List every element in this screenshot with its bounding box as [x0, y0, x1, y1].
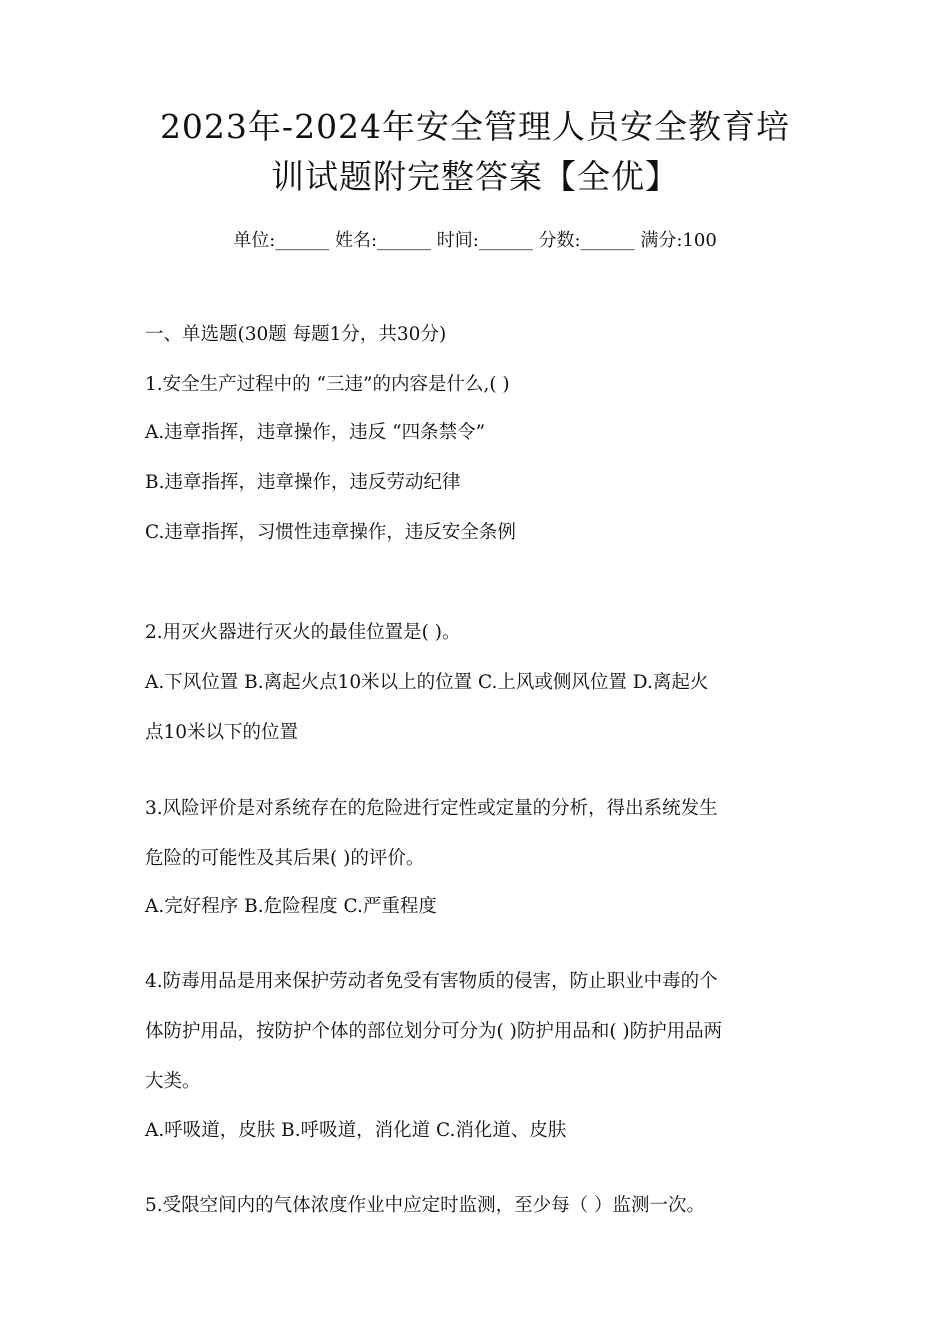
- exam-info-line: 单位:______ 姓名:______ 时间:______ 分数:______ 满分:100: [233, 230, 717, 251]
- question-stem: 4.防毒用品是用来保护劳动者免受有害物质的侵害，防止职业中毒的个: [145, 971, 718, 992]
- question-option: B.违章指挥，违章操作，违反劳动纪律: [145, 472, 461, 493]
- question-option: A.违章指挥，违章操作，违反 “四条禁令”: [145, 422, 486, 443]
- question-option: A.下风位置 B.离起火点10米以上的位置 C.上风或侧风位置 D.离起火: [145, 672, 709, 693]
- question-option: A.呼吸道，皮肤 B.呼吸道，消化道 C.消化道、皮肤: [145, 1120, 567, 1141]
- question-stem: 危险的可能性及其后果( )的评价。: [145, 848, 425, 869]
- question-stem: 体防护用品，按防护个体的部位划分可分为( )防护用品和( )防护用品两: [145, 1021, 723, 1042]
- question-stem: 5.受限空间内的气体浓度作业中应定时监测，至少每（ ）监测一次。: [145, 1195, 706, 1216]
- section-heading: 一、单选题(30题 每题1分，共30分): [145, 324, 447, 345]
- question-stem: 1.安全生产过程中的 “三违”的内容是什么,( ): [145, 374, 510, 395]
- question-option: A.完好程序 B.危险程度 C.严重程度: [145, 896, 437, 917]
- document-title-line-1: 2023年-2024年安全管理人员安全教育培: [159, 107, 791, 146]
- question-stem: 3.风险评价是对系统存在的危险进行定性或定量的分析，得出系统发生: [145, 798, 718, 819]
- question-option: 点10米以下的位置: [145, 722, 299, 743]
- question-stem: 大类。: [145, 1071, 201, 1092]
- question-stem: 2.用灭火器进行灭火的最佳位置是( )。: [145, 622, 461, 643]
- question-option: C.违章指挥，习惯性违章操作，违反安全条例: [145, 522, 516, 543]
- document-title-line-2: 训试题附完整答案【全优】: [271, 157, 679, 196]
